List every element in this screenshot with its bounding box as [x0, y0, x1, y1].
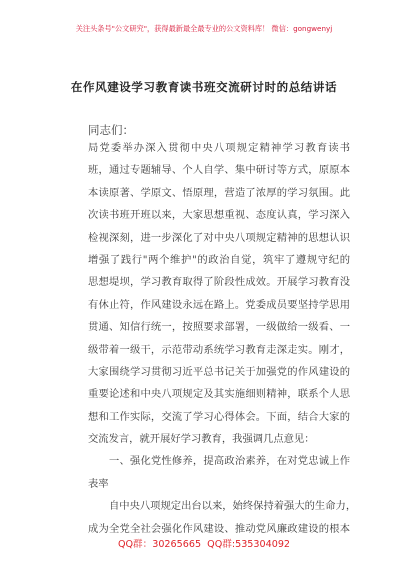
body-line: 自中央八项规定出台以来，始终保持着强大的生命力，	[109, 500, 357, 513]
body-line: 有休止符，作风建设永远在路上。党委成员要坚持学思用	[88, 298, 350, 311]
body-line: 交流发言，就开展好学习教育，我强调几点意见：	[88, 433, 315, 446]
body-line: 思想堤坝，学习教育取得了阶段性成效。开展学习教育没	[88, 276, 350, 289]
document-title: 在作风建设学习教育读书班交流研讨时的总结讲话	[70, 80, 338, 94]
salutation: 同志们：	[88, 123, 134, 137]
footer	[0, 536, 408, 550]
body-line: 重要论述和中央八项规定及其实施细则精神，联系个人思	[88, 388, 350, 401]
body-text	[88, 137, 357, 540]
footer-qq-group-2: QQ群:535304092	[207, 539, 291, 550]
body-line: 大家围绕学习贯彻习近平总书记关于加强党的作风建设的	[88, 365, 350, 378]
body-line: 检视深刻，进一步深化了对中央八项规定精神的思想认识	[88, 231, 350, 244]
section-heading-line: 一、强化党性修养，提高政治素养，在对党忠诚上作	[109, 455, 350, 468]
body-line: 班，通过专题辅导、个人自学、集中研讨等方式，原原本	[88, 164, 350, 177]
body-line: 本读原著、学原文、悟原理，营造了浓厚的学习氛围。此	[88, 186, 350, 199]
body-line: 局党委举办深入贯彻中央八项规定精神学习教育读书	[88, 142, 350, 154]
section-heading-line: 表率	[88, 477, 109, 490]
body-line: 成为全党全社会强化作风建设、推动党风廉政建设的根本	[88, 522, 350, 535]
footer-qq-group-1: QQ群：30265665	[117, 539, 202, 550]
body-line: 贯通、知信行统一，按照要求部署，一级做给一级看、一	[88, 321, 350, 334]
body-line: 增强了践行"两个维护"的政治自觉，筑牢了遵规守纪的	[88, 253, 350, 266]
header-banner: 关注头条号"公文研究"，获得最新最全最专业的公文资料库！ 微信：gongwenyj	[75, 24, 333, 33]
body-line: 级带着一级干，示范带动系统学习教育走深走实。刚才，	[88, 343, 350, 356]
body-line: 想和工作实际，交流了学习心得体会。下面，结合大家的	[88, 410, 350, 423]
body-line: 次读书班开班以来，大家思想重视、态度认真，学习深入	[88, 209, 350, 222]
